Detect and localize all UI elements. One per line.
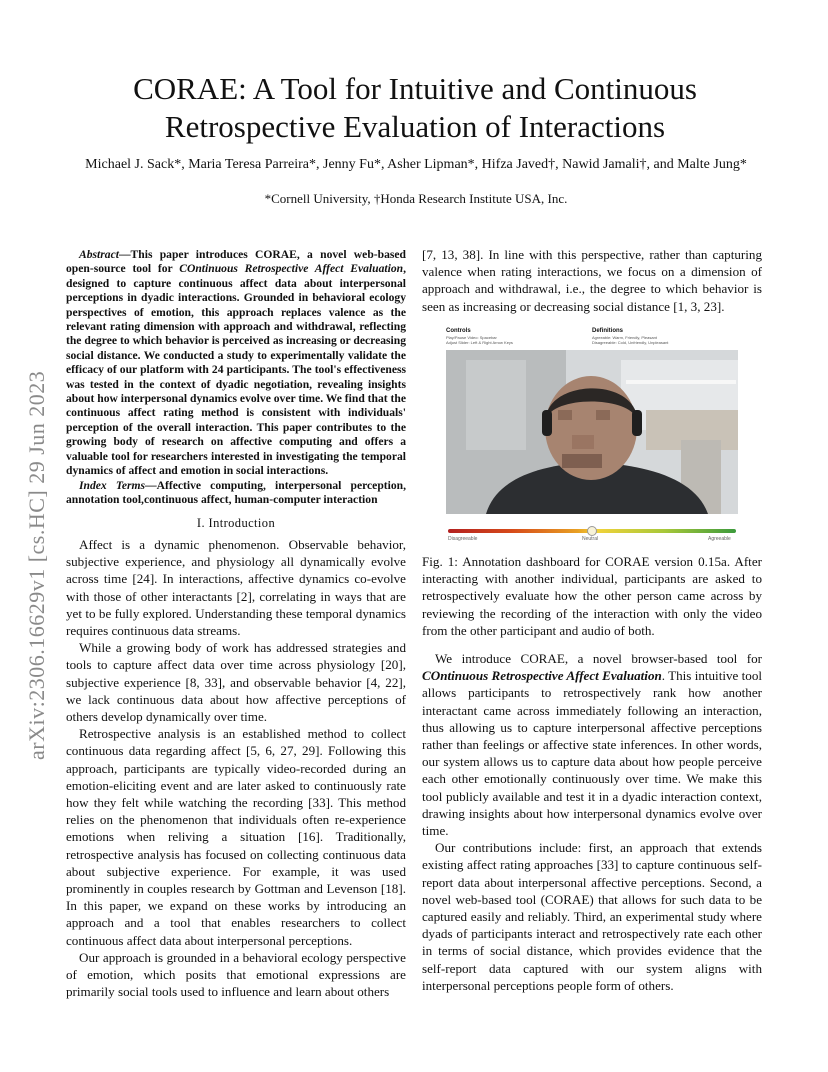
video-frame[interactable] [446,350,738,514]
paragraph: Retrospective analysis is an established method to collect continuous data regarding affect [5, 6, 27, 29]. Following this approach, participants are typically video-recorded during an emotion-eliciting event and are later asked to continuously rate how they felt while watching the recording [33]. This method relies on the phenomenon that individuals often re-experience emotions when reliving a situation [16]. Traditionally, retrospective analysis has focused on collecting continuous data about subjective experience. For example, it was used prominently in couples research by Gottman and Levenson [18]. In this paper, we expand on these works by introducing an approach and a tool that enables researchers to collect continuous affect data about interpersonal perceptions. [66,726,406,948]
abstract [66,248,406,507]
slider-label-agreeable: Agreeable [708,536,731,542]
introduction-body [66,536,406,1000]
affiliations: *Cornell University, †Honda Research Institute USA, Inc. [264,191,568,206]
figure-annotation-dashboard [446,328,738,544]
paper-title [80,70,750,146]
paragraph: [7, 13, 38]. In line with this perspective, rather than capturing valence when rating interactions, we focus on a dimension of approach and withdrawal, i.e., the degree to which behavior is seen as increasing or decreasing social distance [1, 3, 23]. [422,247,762,314]
dashboard-header [446,328,738,350]
controls-panel [446,328,586,345]
section-heading-introduction: I. Introduction [196,516,276,530]
rating-slider-handle[interactable] [587,526,597,536]
slider-label-disagreeable: Disagreeable [448,536,478,542]
paragraph: Affect is a dynamic phenomenon. Observable behavior, subjective experience, and physiology all dynamically evolve across time [24]. In interactions, affective dynamics co-evolve with those of other interactants [2], correlating in ways that are yet to be fully explored. Understanding these temporal dynamics requires continuous data streams. [66,537,406,639]
abstract-paragraph: Abstract—This paper introduces CORAE, a novel web-based open-source tool for COntinuous Retrospective Affect Evaluation, designed to capture continuous affect data about interpersonal perceptions in dyadic interactions. Grounded in behavioral ecology perspectives of emotion, this approach replaces valence as the relevant rating dimension with approach and withdrawal, reflecting the degree to which behavior is perceived as increasing or decreasing social distance. We conducted a study to experimentally validate the efficacy of our platform with 24 participants. The tool's effectiveness was tested in the context of dyadic negotiation, revealing insights about how interpersonal dynamics evolve over time. We find that the continuous affect rating method is consistent with individuals' perception of the overall interaction. This paper contributes to the growing body of research on affective computing and offers a valuable tool for researchers interested in investigating the temporal dynamics of affect and emotion in social interactions. [66,248,406,478]
controls-line: Play/Pause Video: Spacebar [446,335,497,340]
caption-text: Fig. 1: Annotation dashboard for CORAE version 0.15a. After interacting with another individual, participants are asked to retrospectively evaluate how the other person came across by reviewing the recording of the interaction with only the video from the other participant and audio of both. [422,554,762,638]
acronym-expansion: COntinuous Retrospective Affect Evaluation [179,262,404,276]
title-line-2: Retrospective Evaluation of Interactions [164,109,666,144]
video-still-image [446,350,738,514]
index-terms: Index Terms—Affective computing, interpersonal perception, annotation tool,continuous affect, human-computer interaction [66,478,406,506]
index-terms-label: Index Terms [79,478,146,492]
definitions-panel [592,328,732,345]
paragraph: Our contributions include: first, an approach that extends existing affect rating approaches [33] to capture continuous self-report data about interpersonal affective perceptions. Second, a novel web-based tool (CORAE) that allows for such data to be captured easily and reliably. Third, an experimental study where dyads of participants interact and retrospectively rate each other in terms of social distance, which provides evidence that the self-report data captured with our system aligns with interpersonal perceptions people form of others. [422,840,762,993]
arxiv-identifier: arXiv:2306.16629v1 [cs.HC] 29 Jun 2023 [24,370,49,760]
definitions-line: Disagreeable: Cold, Unfriendly, Unpleasant [592,340,669,345]
paragraph: While a growing body of work has addressed strategies and tools to capture affect data over time across physiology [20], subjective experience [8, 33], and observable behavior [4, 22], we lack continuous data about how affective perceptions of others develop dynamically over time. [66,640,406,725]
right-column-body [422,650,762,994]
title-line-1: CORAE: A Tool for Intuitive and Continuous [133,71,697,106]
author-list: Michael J. Sack*, Maria Teresa Parreira*, Jenny Fu*, Asher Lipman*, Hifza Javed†, Nawid Jamali†, and Malte Jung* [85,157,747,172]
abstract-label: Abstract [79,248,119,261]
acronym-expansion: COntinuous Retrospective Affect Evaluation [422,668,662,684]
slider-label-neutral: Neutral [582,536,599,542]
right-column-continuation [422,246,762,315]
controls-line: Adjust Slider: Left & Right Arrow Keys [446,340,513,345]
controls-title: Controls [446,328,471,334]
paragraph: We introduce CORAE, a novel browser-based tool for COntinuous Retrospective Affect Evaluation. This intuitive tool allows participants to retrospectively rank how another interactant came across immediately following an interaction, thus allowing us to capture interpersonal affective perceptions rather than feelings or affective state inferences. In other words, our system allows us to capture data about how people perceive each other emotionally continuously over time. We make this tool publicly available and test it in a dyadic interaction context, drawing insights about how interpersonal dynamics evolve over time. [422,651,762,839]
figure-caption [422,553,762,639]
definitions-line: Agreeable: Warm, Friendly, Pleasant [592,335,657,340]
paragraph: Our approach is grounded in a behavioral ecology perspective of emotion, which posits that emotional expressions are primarily social tools used to influence and learn about others [66,949,406,1000]
definitions-title: Definitions [592,328,623,334]
